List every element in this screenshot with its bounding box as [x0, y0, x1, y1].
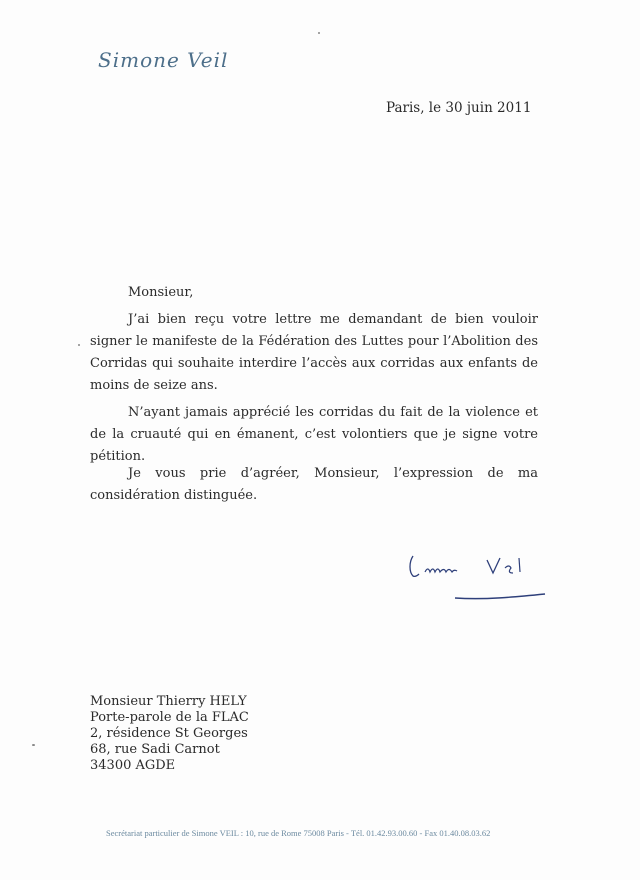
address-line: 34300 AGDE — [90, 758, 176, 773]
handwritten-signature — [405, 548, 555, 608]
address-line: Monsieur Thierry HELY — [90, 694, 247, 709]
body-paragraph — [90, 309, 538, 397]
scan-speck — [32, 744, 35, 746]
paragraph-text: Je vous prie d’agréer, Monsieur, l’expression de ma considération distinguée. — [90, 466, 538, 503]
scan-speck — [318, 32, 320, 34]
paragraph-text: J’ai bien reçu votre lettre me demandant de bien vouloir signer le manifeste de la Fédération des Luttes pour l’Abolition des Corridas qui souhaite interdire l’accès aux corridas aux enfants de moins de seize ans. — [90, 312, 538, 393]
recipient-address — [90, 694, 249, 774]
address-line: 68, rue Sadi Carnot — [90, 742, 220, 757]
letterhead-name: Simone Veil — [98, 48, 229, 72]
body-paragraph — [90, 463, 538, 507]
salutation: Monsieur, — [128, 285, 194, 300]
paragraph-text: N’ayant jamais apprécié les corridas du fait de la violence et de la cruauté qui en émanent, c’est volontiers que je signe votre pétition. — [90, 405, 538, 464]
letter-date: Paris, le 30 juin 2011 — [386, 100, 532, 116]
address-line: Porte-parole de la FLAC — [90, 710, 249, 725]
body-paragraph — [90, 402, 538, 468]
address-line: 2, résidence St Georges — [90, 726, 248, 741]
footer-contact: Secrétariat particulier de Simone VEIL : 10, rue de Rome 75008 Paris - Tél. 01.42.93.00.60 - Fax 01.40.08.03.62 — [106, 828, 491, 838]
scan-speck — [78, 344, 80, 346]
